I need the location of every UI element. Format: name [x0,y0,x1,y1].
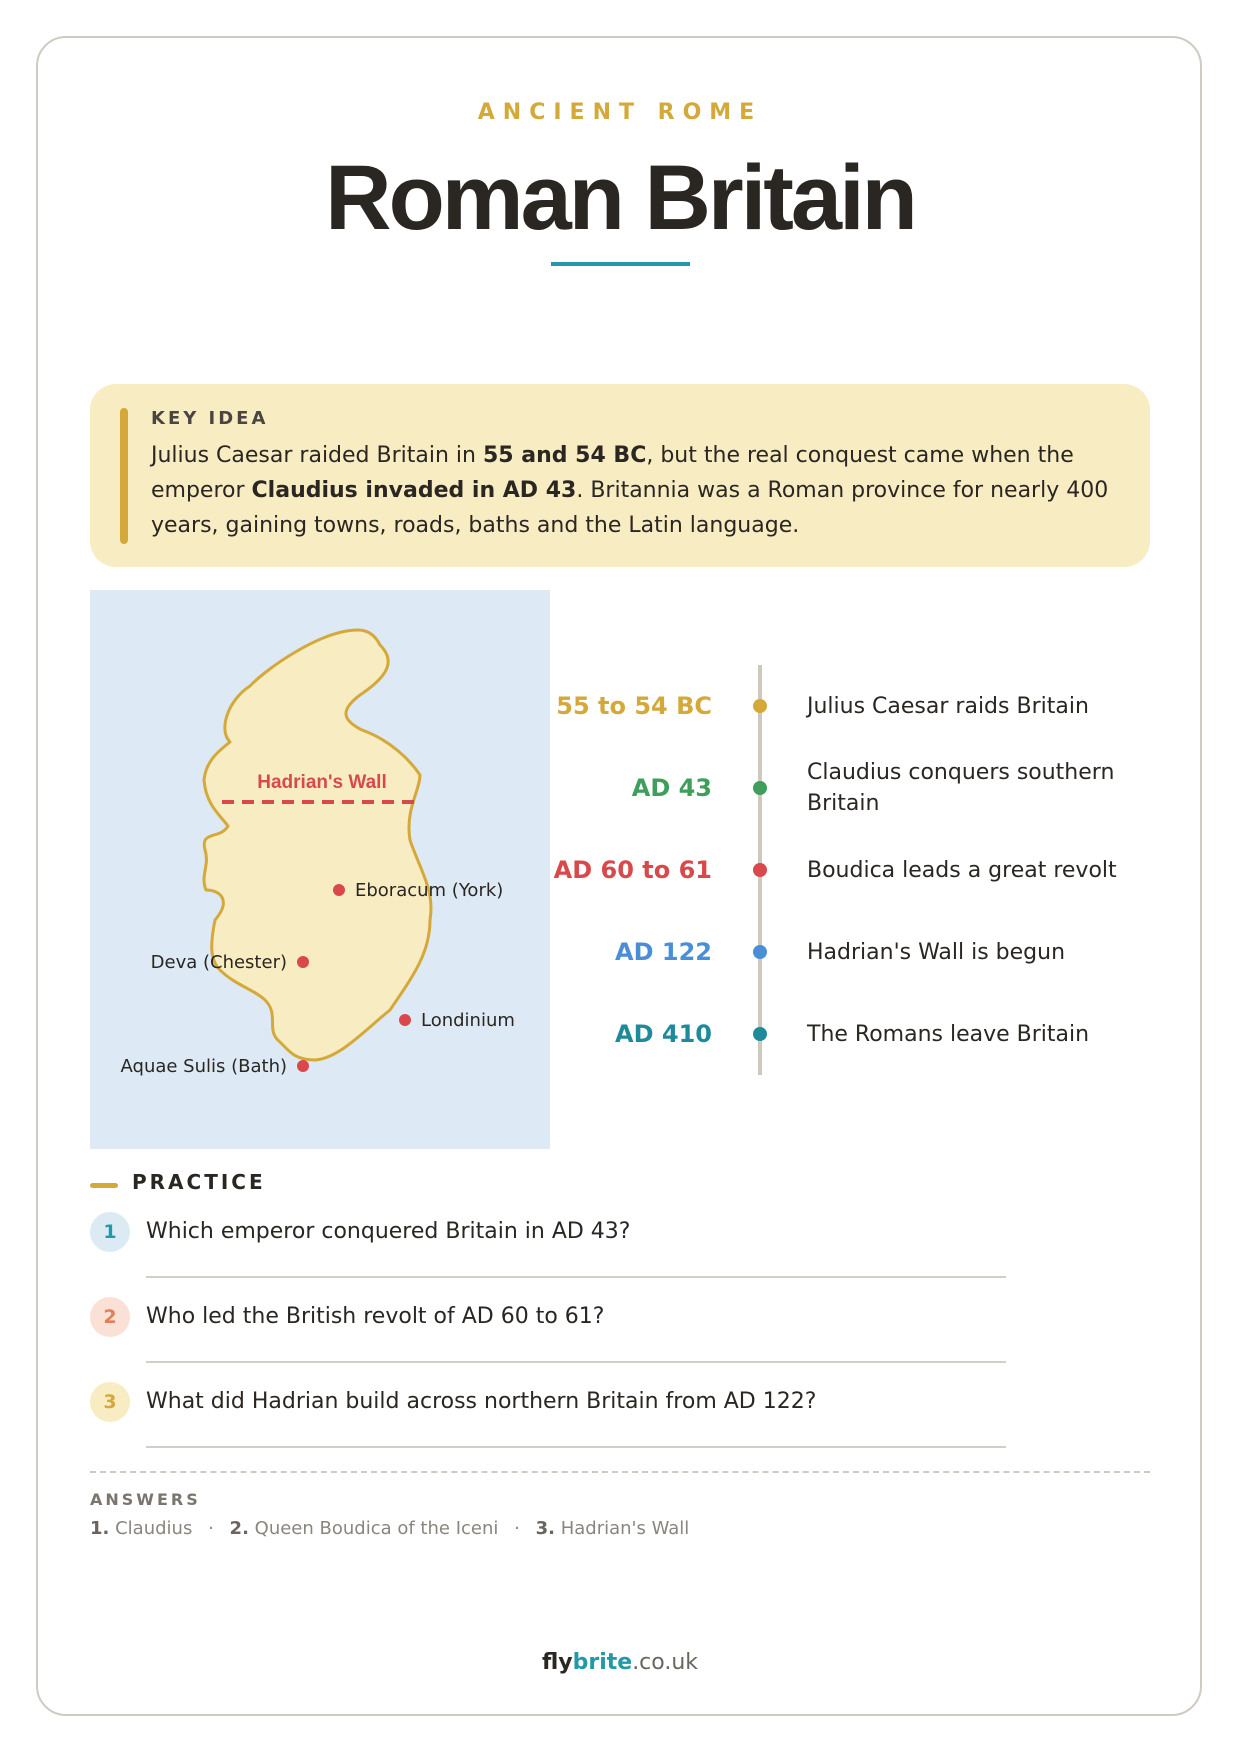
timeline-date: AD 60 to 61 [553,856,712,884]
timeline-row [553,840,1160,900]
key-idea-box [90,384,1150,567]
town-marker [297,956,309,968]
practice-question [90,1212,1010,1292]
timeline-date: AD 410 [615,1020,712,1048]
town-label-york: Eboracum (York) [355,880,504,901]
key-idea-segment: , but the real conquest came when the emperor [151,443,1074,503]
brand-part: brite [572,1650,633,1675]
question-number-badge: 1 [90,1212,130,1252]
answer-number: 2. [229,1518,249,1539]
practice-label: PRACTICE [132,1170,266,1194]
brand-footer[interactable] [0,1650,1240,1675]
timeline-row [560,1004,1160,1064]
timeline-row [560,758,1160,818]
answer-number: 3. [535,1518,555,1539]
town-label-bath: Aquae Sulis (Bath) [120,1056,287,1077]
question-text: What did Hadrian build across northern Britain from AD 122? [146,1389,817,1414]
brand-part: fly [541,1650,573,1675]
timeline-dot [753,863,767,877]
town-marker [297,1060,309,1072]
town-marker [399,1014,411,1026]
timeline-event: Hadrian's Wall is begun [807,939,1066,965]
timeline-row [560,922,1160,982]
answer-text: Claudius [115,1518,193,1539]
answer-text: Hadrian's Wall [560,1518,690,1539]
key-idea-segment: Claudius invaded in AD 43 [251,478,577,503]
britain-map-svg [90,590,550,1149]
timeline-event: Julius Caesar raids Britain [807,693,1089,719]
timeline-event: Claudius conquers southern Britain [807,760,1115,816]
title-underline [551,262,690,266]
answer-number: 1. [90,1518,110,1539]
timeline-date: 55 to 54 BC [556,692,712,720]
timeline-date: AD 43 [631,774,712,802]
answer-line[interactable] [146,1276,1006,1278]
brand-part: .co.uk [632,1650,699,1675]
timeline-dot [753,945,767,959]
timeline-event: The Romans leave Britain [807,1021,1090,1047]
timeline-event: Boudica leads a great revolt [807,857,1117,883]
answer-text: Queen Boudica of the Iceni [254,1518,499,1539]
answer-line[interactable] [146,1361,1006,1363]
key-idea-label: KEY IDEA [151,408,269,429]
town-label-chester: Deva (Chester) [150,952,287,973]
timeline-dot [753,781,767,795]
hadrians-wall-label: Hadrian's Wall [257,772,387,793]
key-idea-segment: 55 and 54 BC [482,443,647,468]
answer-separator: · [208,1518,214,1539]
key-idea-segment: . Britannia was a Roman province for nearly 400 years, gaining towns, roads, baths and the Latin language. [151,478,1109,538]
britain-map [90,590,550,1149]
key-idea-segment: Julius Caesar raided Britain in [151,443,483,468]
subject-eyebrow: ANCIENT ROME [477,100,763,125]
question-number-badge: 2 [90,1297,130,1337]
page-title: Roman Britain [325,147,915,249]
town-label-londinium: Londinium [421,1010,515,1031]
answers-label: ANSWERS [90,1490,201,1509]
key-idea-text [151,438,1121,543]
answers-list [90,1518,689,1539]
key-idea-accent-bar [120,408,128,544]
question-text: Which emperor conquered Britain in AD 43? [146,1219,631,1244]
question-text: Who led the British revolt of AD 60 to 61? [146,1304,605,1329]
britain-landmass [204,630,431,1060]
practice-dash-icon [90,1183,118,1188]
answer-line[interactable] [146,1446,1006,1448]
timeline-date: AD 122 [615,938,712,966]
answers-divider [90,1471,1150,1473]
timeline-dot [753,699,767,713]
answer-separator: · [514,1518,520,1539]
practice-question [90,1382,1010,1462]
timeline-dot [753,1027,767,1041]
practice-question [90,1297,1010,1377]
question-number-badge: 3 [90,1382,130,1422]
town-marker [333,884,345,896]
timeline-row [556,676,1160,736]
